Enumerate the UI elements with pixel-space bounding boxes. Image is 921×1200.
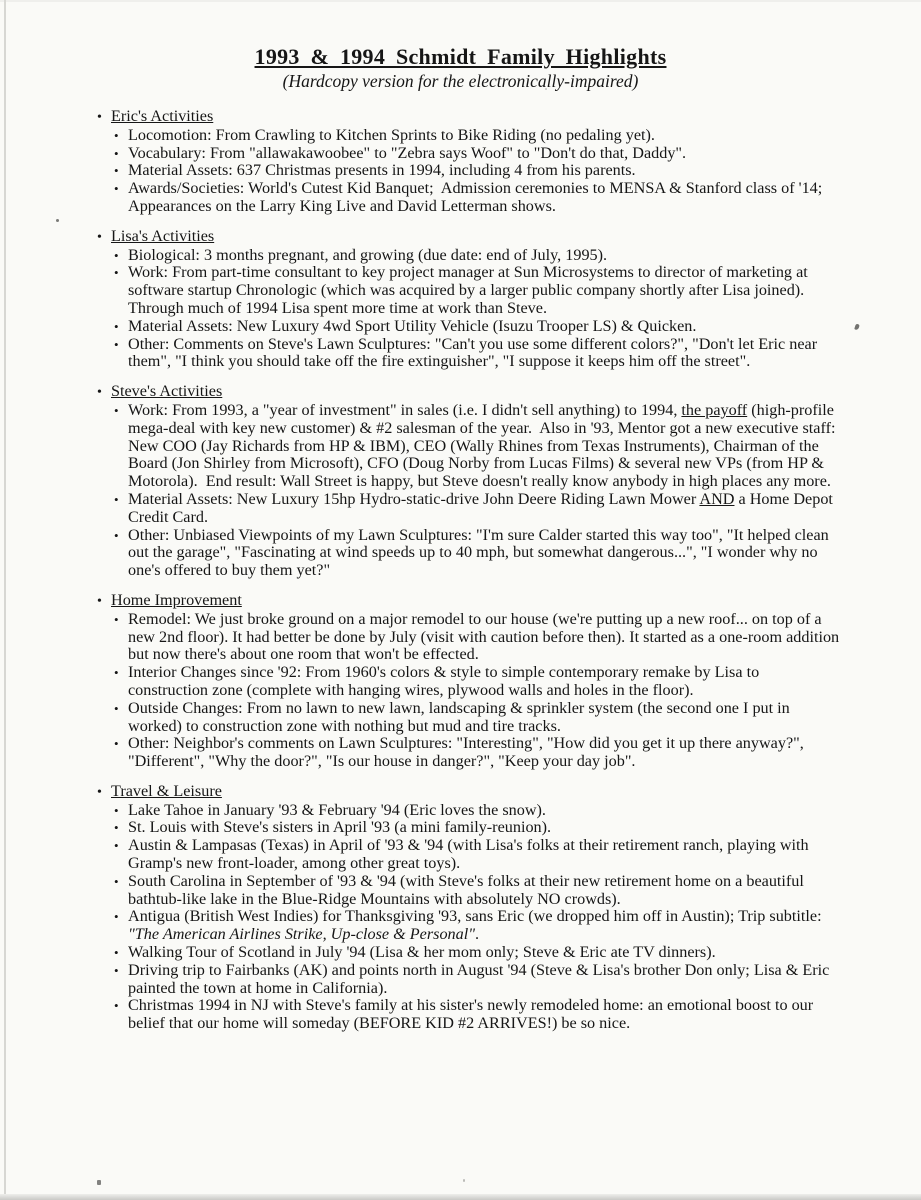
bullet-icon: • bbox=[97, 110, 102, 125]
bullet-icon: • bbox=[114, 802, 119, 818]
item-text: Interior Changes since '92: From 1960's colors & style to simple contemporary remake by Lisa to construction zone (complete with hanging wires, plywood walls and holes in the floor). bbox=[128, 663, 764, 699]
list-item bbox=[114, 127, 841, 145]
list-item bbox=[114, 491, 841, 527]
section-heading-row bbox=[97, 783, 841, 802]
list-item bbox=[114, 402, 841, 491]
list-item bbox=[114, 962, 841, 998]
list-item bbox=[114, 247, 841, 265]
section-heading-row bbox=[97, 592, 841, 611]
section-items bbox=[114, 402, 841, 580]
item-text: Remodel: We just broke ground on a major remodel to our house (we're putting up a new roof... on top of a new 2nd floor). It had better be done by July (visit with caution before then). It started as a one-room addition but now there's about one room that won't be effected. bbox=[128, 609, 844, 664]
section-travel-leisure bbox=[97, 783, 841, 1033]
item-text: Austin & Lampasas (Texas) in April of '93 & '94 (with Lisa's folks at their retirement ranch, playing with Gramp's new front-loader, among other great toys). bbox=[128, 836, 813, 873]
bullet-icon: • bbox=[114, 527, 119, 543]
list-item bbox=[114, 819, 841, 837]
section-heading-row bbox=[97, 228, 841, 247]
bullet-icon: • bbox=[114, 909, 119, 925]
bullet-icon: • bbox=[114, 665, 119, 681]
section-home-improvement bbox=[97, 590, 844, 771]
section-lisas-activities bbox=[97, 228, 841, 371]
bullet-icon: • bbox=[114, 820, 119, 836]
section-heading-row bbox=[97, 108, 841, 127]
section-items bbox=[114, 127, 841, 216]
list-item bbox=[114, 145, 841, 163]
section-heading-row bbox=[97, 383, 841, 402]
item-text: Walking Tour of Scotland in July '94 (Lisa & her mom only; Steve & Eric ate TV dinners). bbox=[128, 943, 716, 962]
item-text: Other: Unbiased Viewpoints of my Lawn Sculptures: "I'm sure Calder started this way too", "It helped clean out the garage", "Fascinating at wind speeds up to 40 mph, but somewhat dangerous...", "I wonder why no one's offered to buy them yet?" bbox=[128, 525, 833, 580]
list-item bbox=[114, 873, 841, 909]
bullet-icon: • bbox=[114, 265, 119, 281]
list-item bbox=[114, 944, 841, 962]
scan-speck bbox=[97, 1180, 101, 1185]
bullet-icon: • bbox=[97, 229, 102, 245]
bullet-icon: • bbox=[114, 945, 119, 961]
section-erics-activities bbox=[97, 108, 841, 216]
list-item bbox=[114, 802, 841, 820]
list-item bbox=[114, 609, 844, 664]
item-text: South Carolina in September of '93 & '94 (with Steve's folks at their new retirement home on a beautiful bathtub-like lake in the Blue-Ridge Mountains with absolutely NO crowds). bbox=[128, 871, 808, 908]
bullet-icon: • bbox=[114, 873, 119, 889]
bullet-icon: • bbox=[114, 402, 119, 418]
section-heading: Lisa's Activities bbox=[111, 226, 215, 245]
item-text: Other: Neighbor's comments on Lawn Sculptures: "Interesting", "How did you get it up there anyway?", "Different", "Why the door?", "Is our house in danger?", "Keep your day job". bbox=[128, 734, 808, 771]
item-text: Vocabulary: From "allawakawoobee" to "Zebra says Woof" to "Don't do that, Daddy". bbox=[128, 143, 687, 162]
bullet-icon: • bbox=[114, 247, 119, 263]
masthead bbox=[0, 44, 921, 92]
list-item bbox=[114, 997, 841, 1033]
list-item bbox=[114, 527, 841, 580]
bullet-icon: • bbox=[114, 736, 119, 752]
item-text: Other: Comments on Steve's Lawn Sculptures: "Can't you use some different colors?", "Don't let Eric near them", "I think you should take off the fire extinguisher", "I suppose it keeps him off the street". bbox=[128, 334, 822, 371]
bullet-icon: • bbox=[114, 838, 119, 854]
item-text: Locomotion: From Crawling to Kitchen Sprints to Bike Riding (no pedaling yet). bbox=[128, 125, 655, 144]
bullet-icon: • bbox=[114, 611, 119, 627]
bullet-icon: • bbox=[114, 700, 119, 716]
bullet-icon: • bbox=[114, 318, 119, 334]
page-title: 1993 & 1994 Schmidt Family Highlights bbox=[254, 44, 667, 69]
bullet-icon: • bbox=[97, 593, 102, 609]
list-item bbox=[114, 264, 841, 317]
item-text: Awards/Societies: World's Cutest Kid Banquet; Admission ceremonies to MENSA & Stanford class of '14; Appearances on the Larry King Live and David Letterman shows. bbox=[128, 179, 830, 215]
list-item bbox=[114, 837, 841, 873]
scan-speck bbox=[463, 1179, 465, 1182]
document-body bbox=[97, 107, 844, 1033]
bullet-icon: • bbox=[114, 336, 119, 352]
item-text: Outside Changes: From no lawn to new lawn, landscaping & sprinkler system (the second one I put in worked) to construction zone with nothing but mud and tire tracks. bbox=[128, 698, 794, 735]
list-item bbox=[114, 180, 841, 216]
list-item bbox=[114, 735, 841, 771]
bullet-icon: • bbox=[97, 784, 102, 800]
section-steves-activities bbox=[97, 383, 841, 580]
section-heading: Eric's Activities bbox=[111, 107, 214, 125]
scan-edge-bottom bbox=[0, 1194, 921, 1200]
list-item bbox=[114, 700, 841, 736]
list-item bbox=[114, 336, 841, 372]
bullet-icon: • bbox=[114, 491, 119, 507]
section-heading: Travel & Leisure bbox=[111, 781, 222, 800]
section-items bbox=[114, 802, 841, 1033]
item-text: Material Assets: 637 Christmas presents in 1994, including 4 from his parents. bbox=[128, 161, 636, 180]
section-items bbox=[114, 609, 844, 771]
list-item bbox=[114, 908, 841, 944]
list-item bbox=[114, 664, 841, 700]
page-subtitle: (Hardcopy version for the electronically-impaired) bbox=[282, 71, 639, 91]
section-heading: Steve's Activities bbox=[111, 382, 223, 401]
section-heading: Home Improvement bbox=[111, 590, 242, 609]
section-items bbox=[114, 247, 841, 372]
bullet-icon: • bbox=[114, 145, 119, 161]
bullet-icon: • bbox=[97, 385, 102, 401]
item-text: Christmas 1994 in NJ with Steve's family at his sister's newly remodeled home: an emotional boost to our belief that our home will someday (BEFORE KID #2 ARRIVES!) be so nice. bbox=[128, 996, 818, 1033]
item-text: Lake Tahoe in January '93 & February '94 (Eric loves the snow). bbox=[128, 800, 546, 819]
item-text: Work: From 1993, a "year of investment" in sales (i.e. I didn't sell anything) to 1994, the payoff (high-profile mega-deal with key new customer) & #2 salesman of the year. Also in '93, Mentor got a new executive staff: New COO (Jay Richards from HP & IBM), CEO (Wally Rhines from Texas Instruments), Chairman of the Board (Jon Shirley from Microsoft), CFO (Doug Norby from Lucas Films) & several new VPs (from HP & Motorola). End result: Wall Street is happy, but Steve doesn't really know anybody in high places any more. bbox=[128, 400, 840, 491]
item-text: Material Assets: New Luxury 15hp Hydro-static-drive John Deere Riding Lawn Mower AND a Home Depot Credit Card. bbox=[128, 489, 837, 526]
item-text: Antigua (British West Indies) for Thanksgiving '93, sans Eric (we dropped him off in Austin); Trip subtitle: "The American Airlines Strike, Up-close & Personal". bbox=[128, 907, 826, 944]
list-item bbox=[114, 318, 841, 336]
item-text: St. Louis with Steve's sisters in April '93 (a mini family-reunion). bbox=[128, 818, 552, 837]
item-text: Material Assets: New Luxury 4wd Sport Utility Vehicle (Isuzu Trooper LS) & Quicken. bbox=[128, 316, 697, 335]
bullet-icon: • bbox=[114, 181, 119, 197]
list-item bbox=[114, 162, 841, 180]
item-text: Work: From part-time consultant to key project manager at Sun Microsystems to director of marketing at software startup Chronologic (which was acquired by a larger public company shortly after Lisa joined). Through much of 1994 Lisa spent more time at work than Steve. bbox=[128, 263, 812, 317]
bullet-icon: • bbox=[114, 998, 119, 1014]
bullet-icon: • bbox=[114, 127, 119, 143]
bullet-icon: • bbox=[114, 962, 119, 978]
bullet-icon: • bbox=[114, 163, 119, 179]
item-text: Biological: 3 months pregnant, and growing (due date: end of July, 1995). bbox=[128, 245, 608, 264]
item-text: Driving trip to Fairbanks (AK) and points north in August '94 (Steve & Lisa's brother Don only; Lisa & Eric painted the town at home in California). bbox=[128, 960, 834, 997]
